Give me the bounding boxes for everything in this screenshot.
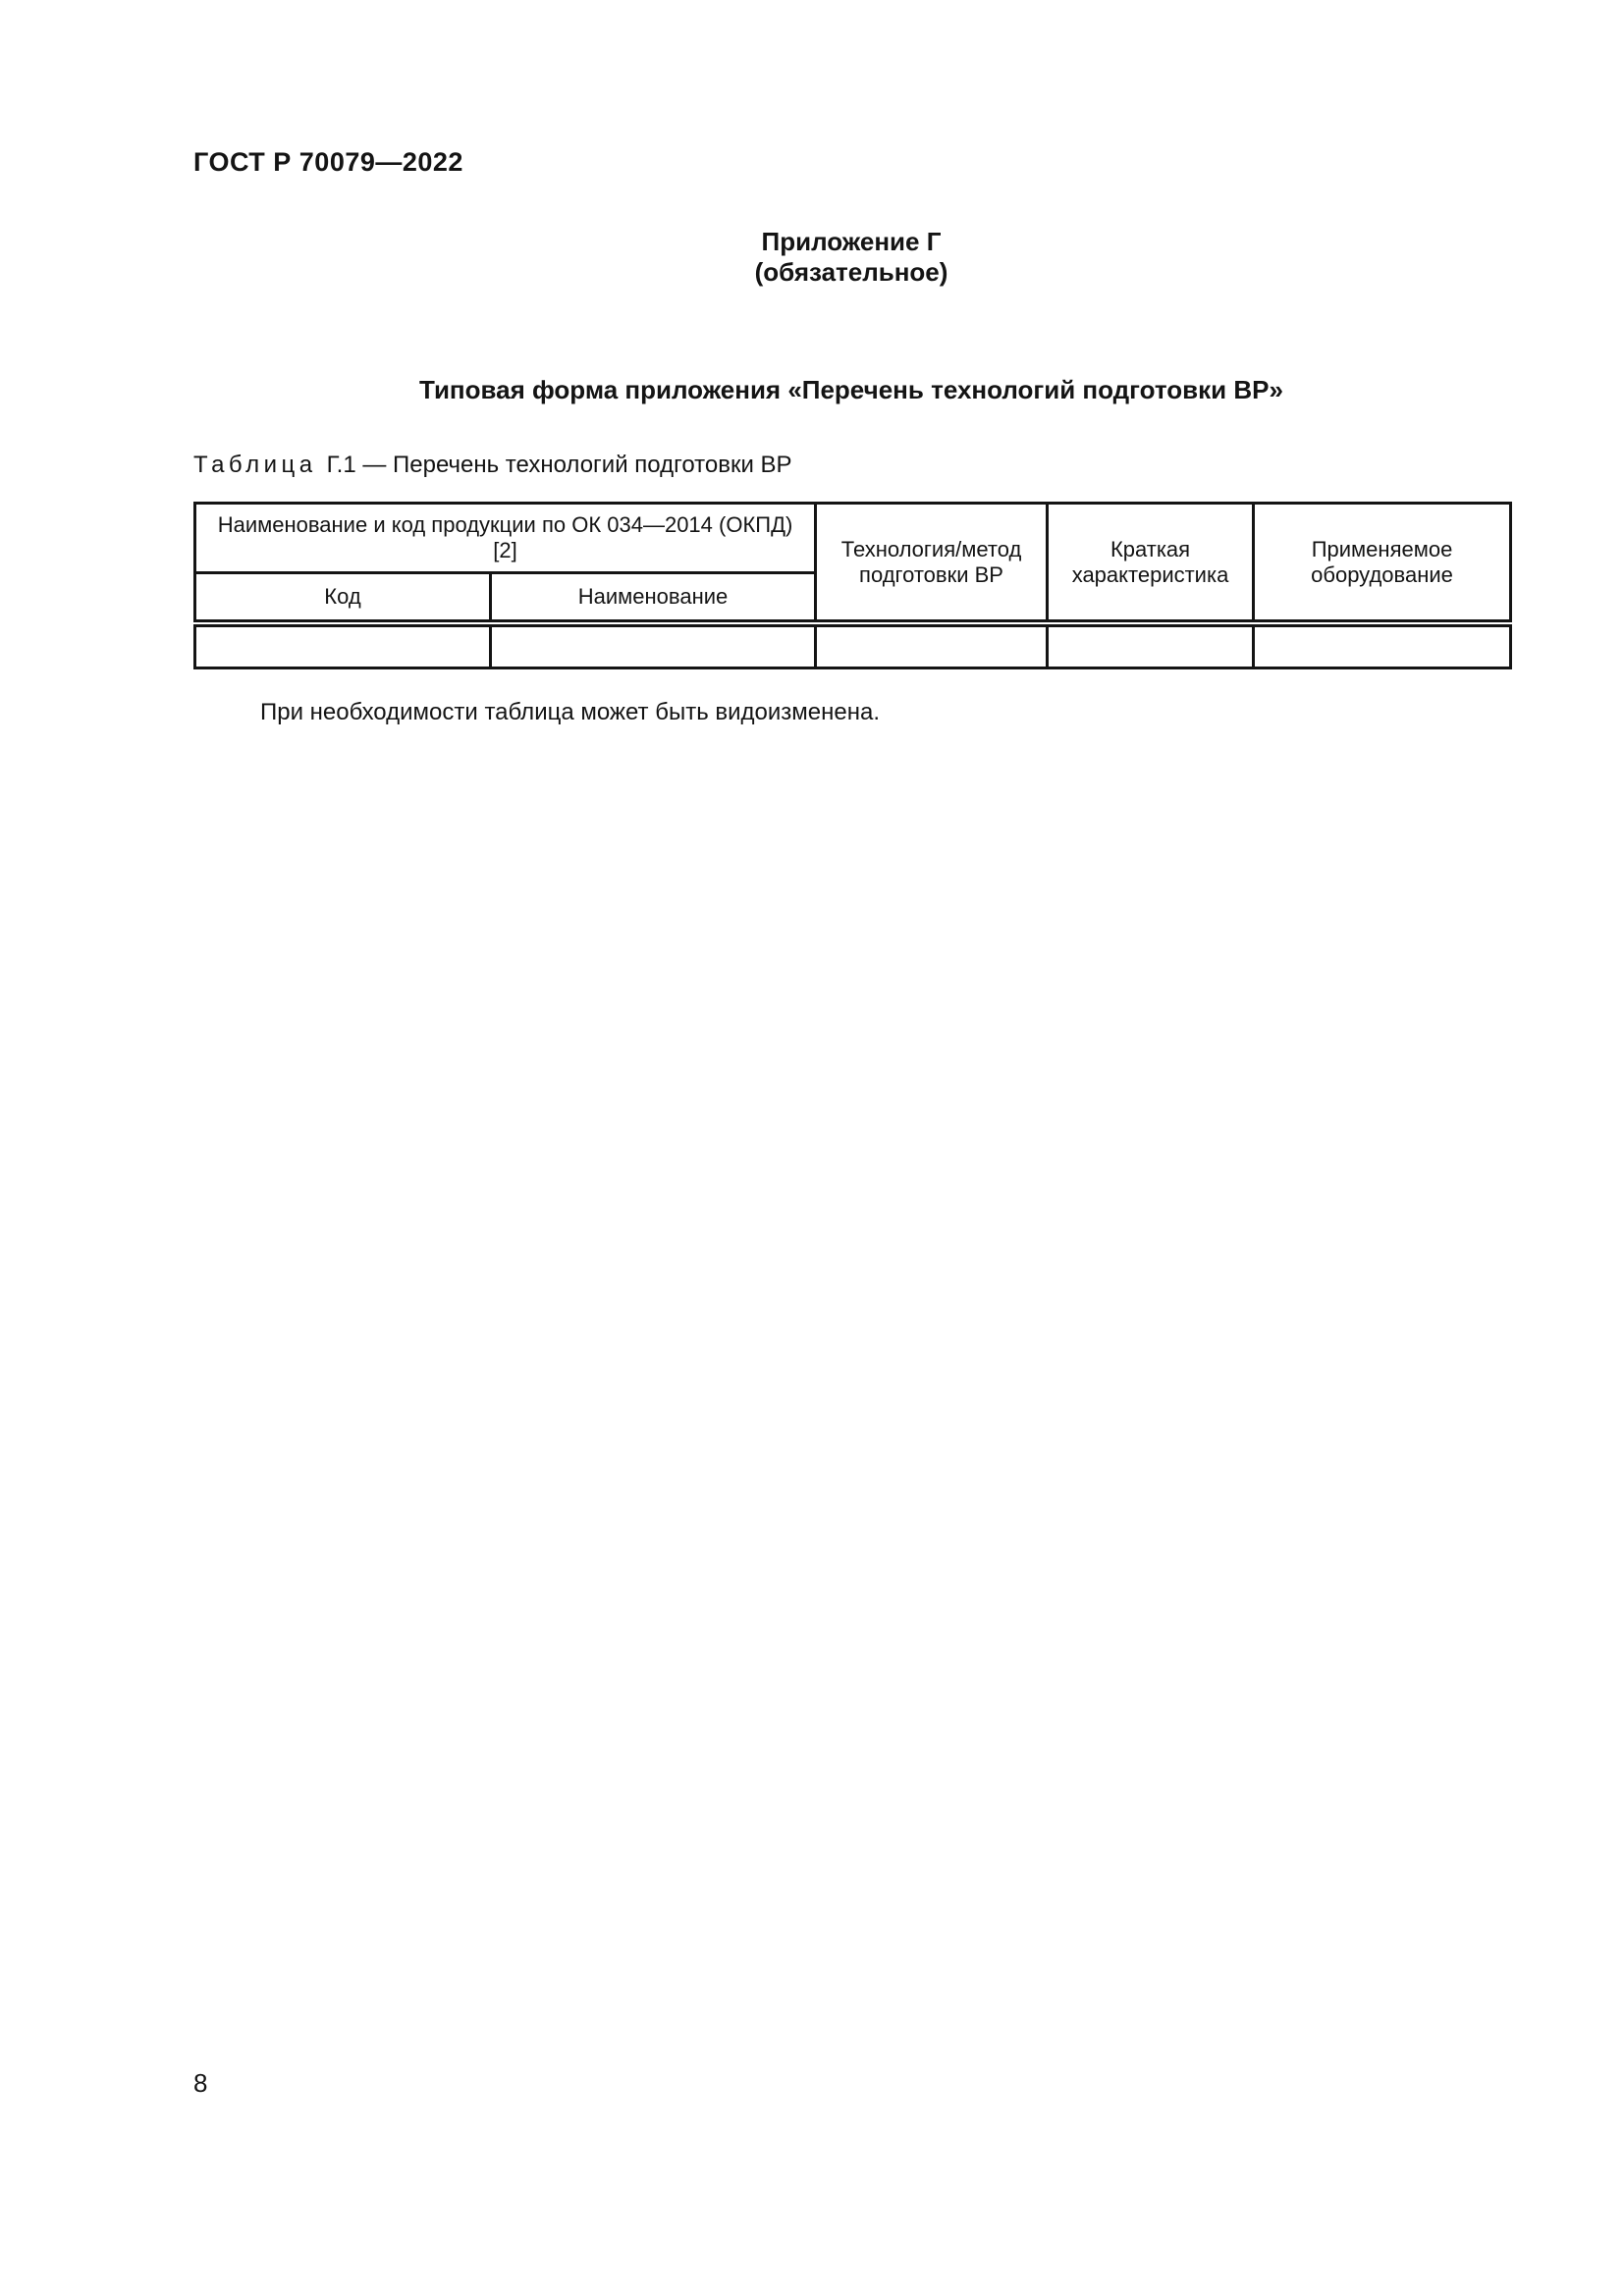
header-cell-equipment: Применяемое оборудование	[1254, 504, 1511, 624]
appendix-heading-line1: Приложение Г	[761, 227, 942, 256]
empty-cell-equipment	[1254, 623, 1511, 668]
appendix-heading	[193, 227, 1509, 288]
empty-cell-characteristic	[1048, 623, 1254, 668]
empty-cell-name	[491, 623, 816, 668]
table-caption-label: Таблица	[193, 452, 317, 478]
table-modification-note: При необходимости таблица может быть видоизменена.	[260, 699, 880, 725]
appendix-title: Типовая форма приложения «Перечень технологий подготовки ВР»	[419, 375, 1283, 404]
page-number: 8	[193, 2068, 208, 2098]
header-cell-code: Код	[195, 573, 491, 624]
header-cell-name: Наименование	[491, 573, 816, 624]
header-cell-technology: Технология/метод подготовки ВР	[816, 504, 1048, 624]
document-code-header: ГОСТ Р 70079—2022	[193, 147, 463, 177]
technologies-table	[193, 502, 1512, 669]
empty-cell-code	[195, 623, 491, 668]
appendix-heading-line2: (обязательное)	[754, 257, 948, 287]
table-caption	[193, 453, 792, 478]
table-empty-row	[195, 623, 1511, 668]
header-cell-characteristic: Краткая характеристика	[1048, 504, 1254, 624]
header-product-line2: [2]	[493, 538, 517, 562]
table-header-row-1	[195, 504, 1511, 573]
header-cell-product-name-code	[195, 504, 816, 573]
empty-cell-technology	[816, 623, 1048, 668]
table-caption-text: Г.1 — Перечень технологий подготовки ВР	[326, 452, 792, 478]
header-product-line1: Наименование и код продукции по ОК 034—2014 (ОКПД)	[217, 512, 793, 537]
